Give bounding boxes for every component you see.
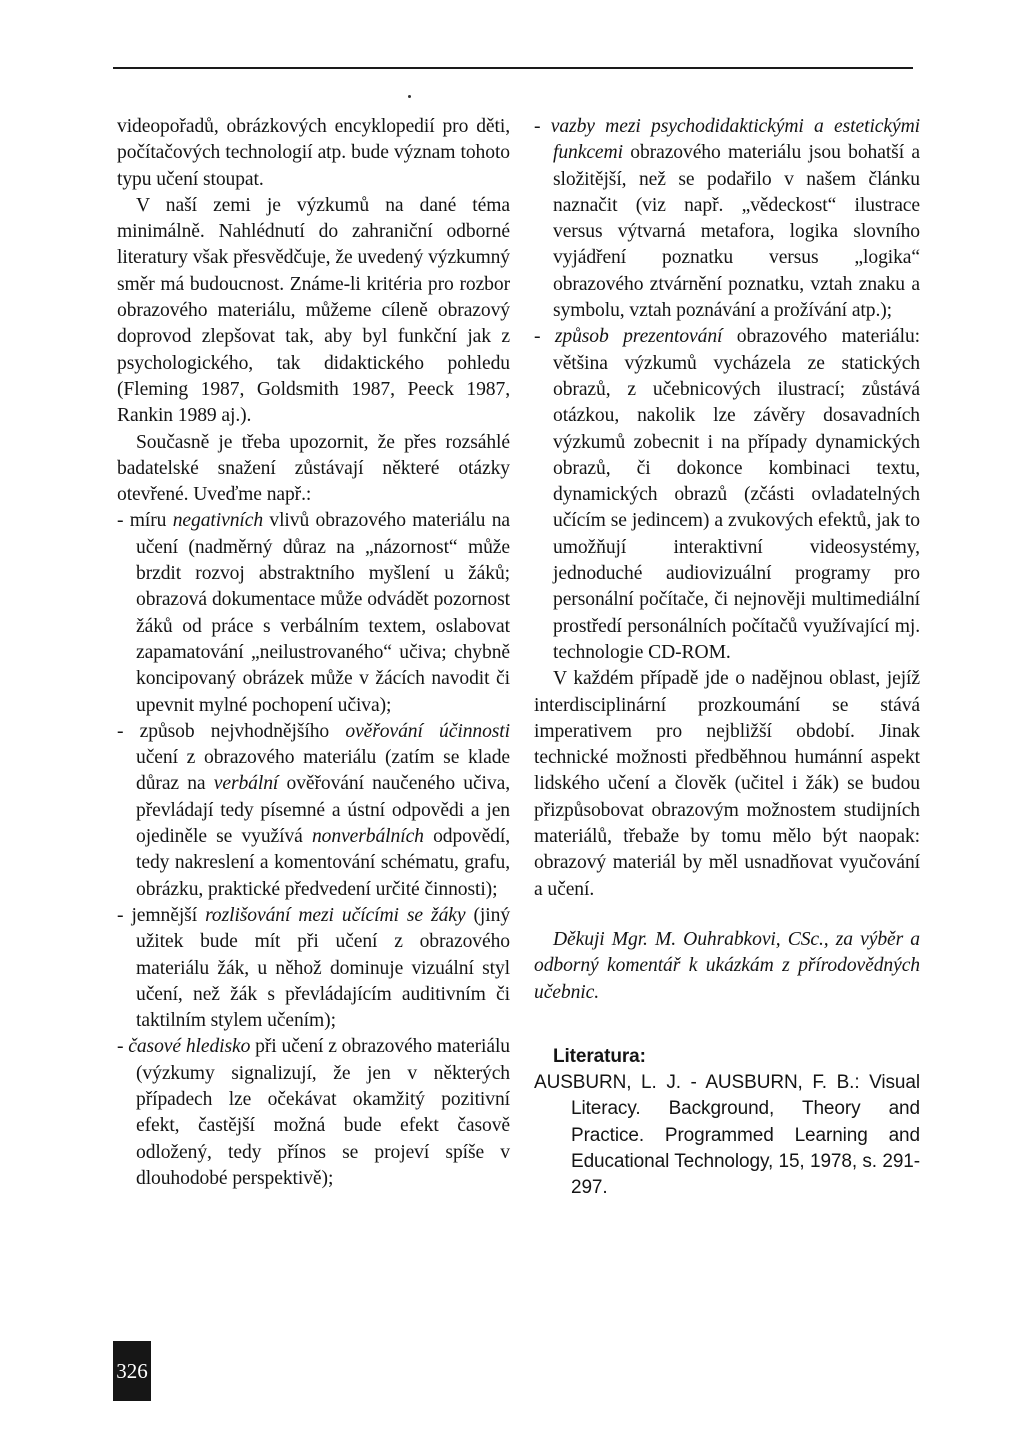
spacer	[534, 1006, 920, 1044]
list-item-negative-effects: - míru negativních vlivů obrazového materiálu na učení (nadměrný důraz na „názornost“ může brzdit rozvoj abstraktního myšlení u žáků; obrazová dokumentace může odvádět pozornost žáků od práce s verbálním textem, oslabovat zapamatování „neilustrovaného“ učiva; chybně koncipovaný obrázek může v žácích navodit či upevnit mylné pochopení učiva);	[117, 510, 510, 716]
list-item-function-relations: - vazby mezi psychodidaktickými a estetickými funkcemi obrazového materiálu jsou bohatší a složitější, než se podařilo v našem článku naznačit (viz např. „vědeckost“ ilustrace versus výtvarná metafora, logika slovního vyjádření poznatku versus „logika“ obrazového ztvárnění poznatku, vztah znaku a symbolu, vztah poznávání a prožívání atp.);	[534, 116, 920, 322]
header-rule	[113, 67, 913, 69]
list-item-verification-method: - způsob nejvhodnějšího ověřování účinnosti učení z obrazového materiálu (zatím se klade důraz na verbální ověřování naučeného učiva, převládají tedy písemné a ústní odpovědi a jen ojediněle se využívá nonverbálních odpovědí, tedy nakreslení a komentování schématu, grafu, obrázku, praktické předvedení určité činnosti);	[117, 720, 510, 900]
literature-heading: Literatura:	[553, 1045, 646, 1067]
paragraph-conclusion: V každém případě jde o nadějnou oblast, jejíž interdisciplinární prozkoumání se stává imperativem pro nejbližší období. Jinak technické možnosti předběhnou humánní aspekt lidského učení a člověk (učitel i žák) se budou přizpůsobovat obrazovým možnostem studijních materiálů, třebaže by tomu mělo být naopak: obrazový materiál by měl usnadňovat vyučování a učení.	[534, 668, 920, 900]
page-number: 326	[113, 1341, 151, 1401]
spacer	[534, 903, 920, 927]
left-column	[117, 114, 510, 1192]
reference-entry: AUSBURN, L. J. - AUSBURN, F. B.: Visual Literacy. Background, Theory and Practice. Programmed Learning and Educational Technology, 15, 1978, s. 291-297.	[534, 1072, 920, 1199]
list-item-presentation-method: - způsob prezentování obrazového materiálu: většina výzkumů vycházela ze statických obrazů, z učebnicových ilustrací; zůstává otázkou, nakolik lze závěry dosavadních výzkumů zobecnit i na případy dynamických obrazů, či dokonce kombinaci textu, dynamických obrazů (zčásti ovladatelných učícím se jedincem) a zvukových efektů, jak to umožňují interaktivní videosystémy, jednoduché audiovizuální programy pro personální počítače, či nejnověji multimediální prostředí personálních počítačů využívající mj. technologie CD-ROM.	[534, 326, 921, 663]
list-item-learner-differences: - jemnější rozlišování mezi učícími se žáky (jiný užitek bude mít při učení z obrazového materiálu žák, u něhož dominuje vizuální styl učení, než žák s převládajícím auditivním či taktilním stylem učením);	[117, 904, 511, 1032]
paragraph-intro-continued: videopořadů, obrázkových encyklopedií pro děti, počítačových technologií atp. bude význam tohoto typu učení stoupat.	[117, 116, 510, 190]
list-item-time-aspect: - časové hledisko při učení z obrazového materiálu (výzkumy signalizují, že jen v některých případech lze očekávat okamžitý pozitivní efekt, častější možná bude efekt časově odložený, tedy přínos se projeví spíše v dlouhodobé perspektivě);	[117, 1036, 510, 1189]
paragraph-open-questions: Současně je třeba upozornit, že přes rozsáhlé badatelské snažení zůstávají některé otázky otevřené. Uveďme např.:	[117, 431, 510, 506]
acknowledgement: Děkuji Mgr. M. Ouhrabkovi, CSc., za výběr a odborný komentář k ukázkám z přírodovědných učebnic.	[534, 928, 920, 1003]
paragraph-research-state: V naší zemi je výzkumů na dané téma minimálně. Nahlédnutí do zahraniční odborné literatury však přesvědčuje, že uvedený výzkumný směr má budoucnost. Známe-li kritéria pro rozbor obrazového materiálu, můžeme cíleně obrazový doprovod zlepšovat tak, aby byl funkční jak z psychologického, tak didaktického pohledu (Fleming 1987, Goldsmith 1987, Peeck 1987, Rankin 1989 aj.).	[117, 194, 510, 427]
right-column	[534, 114, 920, 1202]
scan-speck	[408, 95, 411, 98]
